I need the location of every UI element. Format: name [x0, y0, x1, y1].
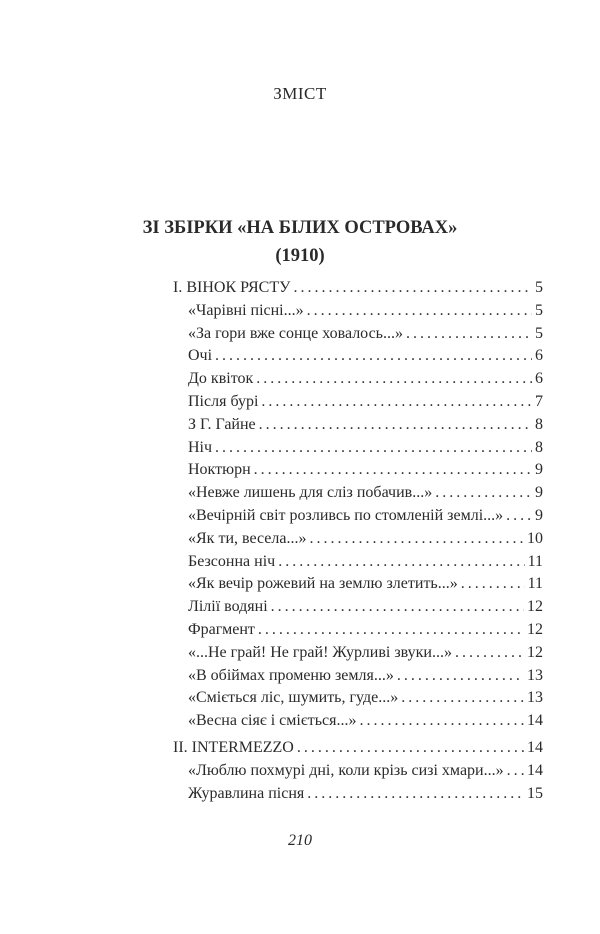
toc-entry-title: «Невже лишень для сліз побачив...» [188, 484, 433, 502]
toc-entry [173, 621, 543, 644]
toc-entry-title: Очі [188, 347, 213, 365]
toc-entry [173, 553, 543, 576]
toc-entry [173, 598, 543, 621]
toc-entry-title: «Як ти, весела...» [188, 529, 307, 547]
toc-entry-title: Безсонна ніч [188, 552, 276, 570]
dot-leader [507, 762, 524, 780]
toc-entry [173, 667, 543, 690]
dot-leader [401, 689, 524, 707]
dot-leader [256, 370, 532, 388]
toc-entry [173, 507, 543, 530]
toc-entry-page: 12 [527, 598, 543, 616]
dot-leader [297, 739, 524, 757]
toc-entry-page: 5 [535, 324, 543, 342]
page-number: 210 [288, 832, 312, 849]
dot-leader [397, 667, 524, 685]
toc-entry-page: 15 [527, 785, 543, 803]
toc-entry-title: Ніч [188, 438, 213, 456]
toc-entry [173, 461, 543, 484]
toc-entry [173, 325, 543, 348]
dot-leader [307, 302, 532, 320]
toc-entry [173, 416, 543, 439]
dot-leader [259, 416, 532, 434]
dot-leader [215, 439, 532, 457]
toc-entry-page: 12 [527, 643, 543, 661]
dot-leader [435, 484, 532, 502]
toc-entry-title: II. INTERMEZZO [173, 739, 294, 757]
toc-entry-page: 8 [535, 438, 543, 456]
toc-entry-title: «Весна сіяє і сміється...» [188, 712, 357, 730]
toc-entry-page: 5 [535, 279, 543, 296]
toc-entry-page: 11 [527, 575, 543, 593]
toc-entry-title: «Вечірній світ розливсь по стомленій землі...» [188, 506, 504, 524]
dot-leader [254, 461, 532, 479]
dot-leader [455, 644, 524, 662]
dot-leader [309, 530, 524, 548]
toc-entry [173, 347, 543, 370]
toc-entry-title: Лілії водяні [188, 598, 268, 616]
toc-entry [173, 370, 543, 393]
dot-leader [215, 347, 532, 365]
toc-entry-page: 7 [535, 392, 543, 410]
toc-part-entry [173, 739, 543, 762]
toc-entry-title: «...Не грай! Не грай! Журливі звуки...» [188, 643, 452, 661]
dot-leader [278, 553, 524, 571]
toc-entry-page: 13 [527, 689, 543, 707]
toc-entry-title: Після бурі [188, 392, 259, 410]
dot-leader [461, 575, 525, 593]
toc-entry [173, 575, 543, 598]
toc-entry [173, 785, 543, 808]
toc-entry-page: 13 [527, 666, 543, 684]
toc-entry-page: 8 [535, 415, 543, 433]
section-heading [0, 214, 600, 270]
dot-leader [359, 712, 524, 730]
toc-entry-title: Ноктюрн [188, 461, 251, 479]
toc-entry-title: Фрагмент [188, 620, 255, 638]
toc-entry-title: «Чарівні пісні...» [188, 301, 304, 319]
dot-leader [258, 621, 524, 639]
section-year: (1910) [275, 246, 325, 266]
toc-entry-page: 12 [527, 620, 543, 638]
toc-entry [173, 439, 543, 462]
toc-entry-page: 5 [535, 301, 543, 319]
section-title: ЗІ ЗБІРКИ «НА БІЛИХ ОСТРОВАХ» [142, 218, 458, 238]
toc-entry-title: «В обіймах променю земля...» [188, 666, 394, 684]
toc-entry [173, 393, 543, 416]
toc-entry-page: 14 [527, 762, 543, 780]
dot-leader [261, 393, 532, 411]
toc-entry-title: «Як вечір рожевий на землю злетить...» [188, 575, 458, 593]
dot-leader [307, 785, 524, 803]
toc-entry [173, 302, 543, 325]
toc-entry [173, 712, 543, 735]
toc-entry-title: «Сміється ліс, шумить, гуде...» [188, 689, 399, 707]
toc-entry-page: 9 [535, 484, 543, 502]
toc-entry [173, 484, 543, 507]
toc-entry-page: 6 [535, 370, 543, 388]
toc-entry-page: 14 [527, 712, 543, 730]
toc-entry-page: 6 [535, 347, 543, 365]
toc-entry [173, 689, 543, 712]
toc-entry-page: 11 [527, 552, 543, 570]
toc-entry-page: 14 [527, 739, 543, 757]
toc-entry-title: До квіток [188, 370, 254, 388]
table-of-contents [173, 279, 543, 808]
toc-entry [173, 644, 543, 667]
toc-entry-title: «За гори вже сонце ховалось...» [188, 324, 403, 342]
toc-entry [173, 530, 543, 553]
toc-entry-page: 9 [535, 461, 543, 479]
toc-entry-page: 10 [527, 529, 543, 547]
toc-entry-title: I. ВІНОК РЯСТУ [173, 279, 291, 296]
dot-leader [271, 598, 524, 616]
dot-leader [293, 279, 532, 297]
dot-leader [506, 507, 532, 525]
page-title: ЗМІСТ [273, 84, 327, 103]
dot-leader [406, 325, 532, 343]
toc-part-entry [173, 279, 543, 302]
toc-entry-title: «Люблю похмурі дні, коли крізь сизі хмари...» [188, 762, 504, 780]
toc-entry-page: 9 [535, 506, 543, 524]
toc-entry-title: З Г. Гайне [188, 415, 256, 433]
toc-entry [173, 762, 543, 785]
toc-entry-title: Журавлина пісня [188, 785, 305, 803]
